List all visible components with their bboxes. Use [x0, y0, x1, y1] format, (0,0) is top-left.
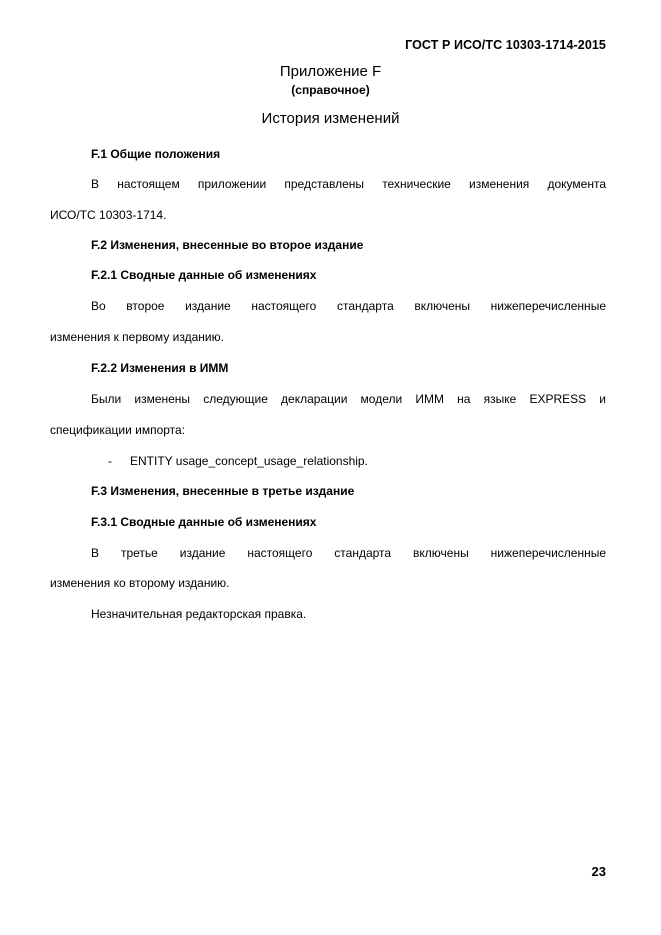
section-heading-f2-1: F.2.1 Сводные данные об изменениях: [91, 268, 317, 282]
section-heading-f3-1: F.3.1 Сводные данные об изменениях: [91, 515, 317, 529]
section-heading-f2-2: F.2.2 Изменения в ИММ: [91, 361, 229, 375]
paragraph-line: изменения к первому изданию.: [50, 330, 224, 344]
bullet-item: ENTITY usage_concept_usage_relationship.: [130, 454, 368, 468]
paragraph-line: Незначительная редакторская правка.: [91, 607, 307, 621]
appendix-title: Приложение F: [279, 63, 382, 80]
paragraph-line: Во второе издание настоящего стандарта включены нижеперечисленные: [91, 299, 606, 313]
paragraph-line: Были изменены следующие декларации модели ИММ на языке EXPRESS и: [91, 392, 606, 406]
paragraph-line: В третье издание настоящего стандарта включены нижеперечисленные: [91, 546, 606, 560]
paragraph-line: ИСО/ТС 10303-1714.: [50, 208, 167, 222]
section-heading-f2: F.2 Изменения, внесенные во второе издание: [91, 238, 364, 252]
paragraph-line: спецификации импорта:: [50, 423, 186, 437]
appendix-subtitle: (справочное): [291, 83, 370, 97]
paragraph-line: В настоящем приложении представлены технические изменения документа: [91, 177, 606, 191]
page-number: 23: [591, 864, 606, 879]
section-heading-f1: F.1 Общие положения: [91, 147, 221, 161]
document-code: ГОСТ Р ИСО/ТС 10303-1714-2015: [405, 38, 606, 52]
history-heading: История изменений: [261, 110, 400, 127]
bullet-dash: -: [108, 454, 112, 468]
paragraph-line: изменения ко второму изданию.: [50, 576, 230, 590]
section-heading-f3: F.3 Изменения, внесенные в третье издание: [91, 484, 355, 498]
